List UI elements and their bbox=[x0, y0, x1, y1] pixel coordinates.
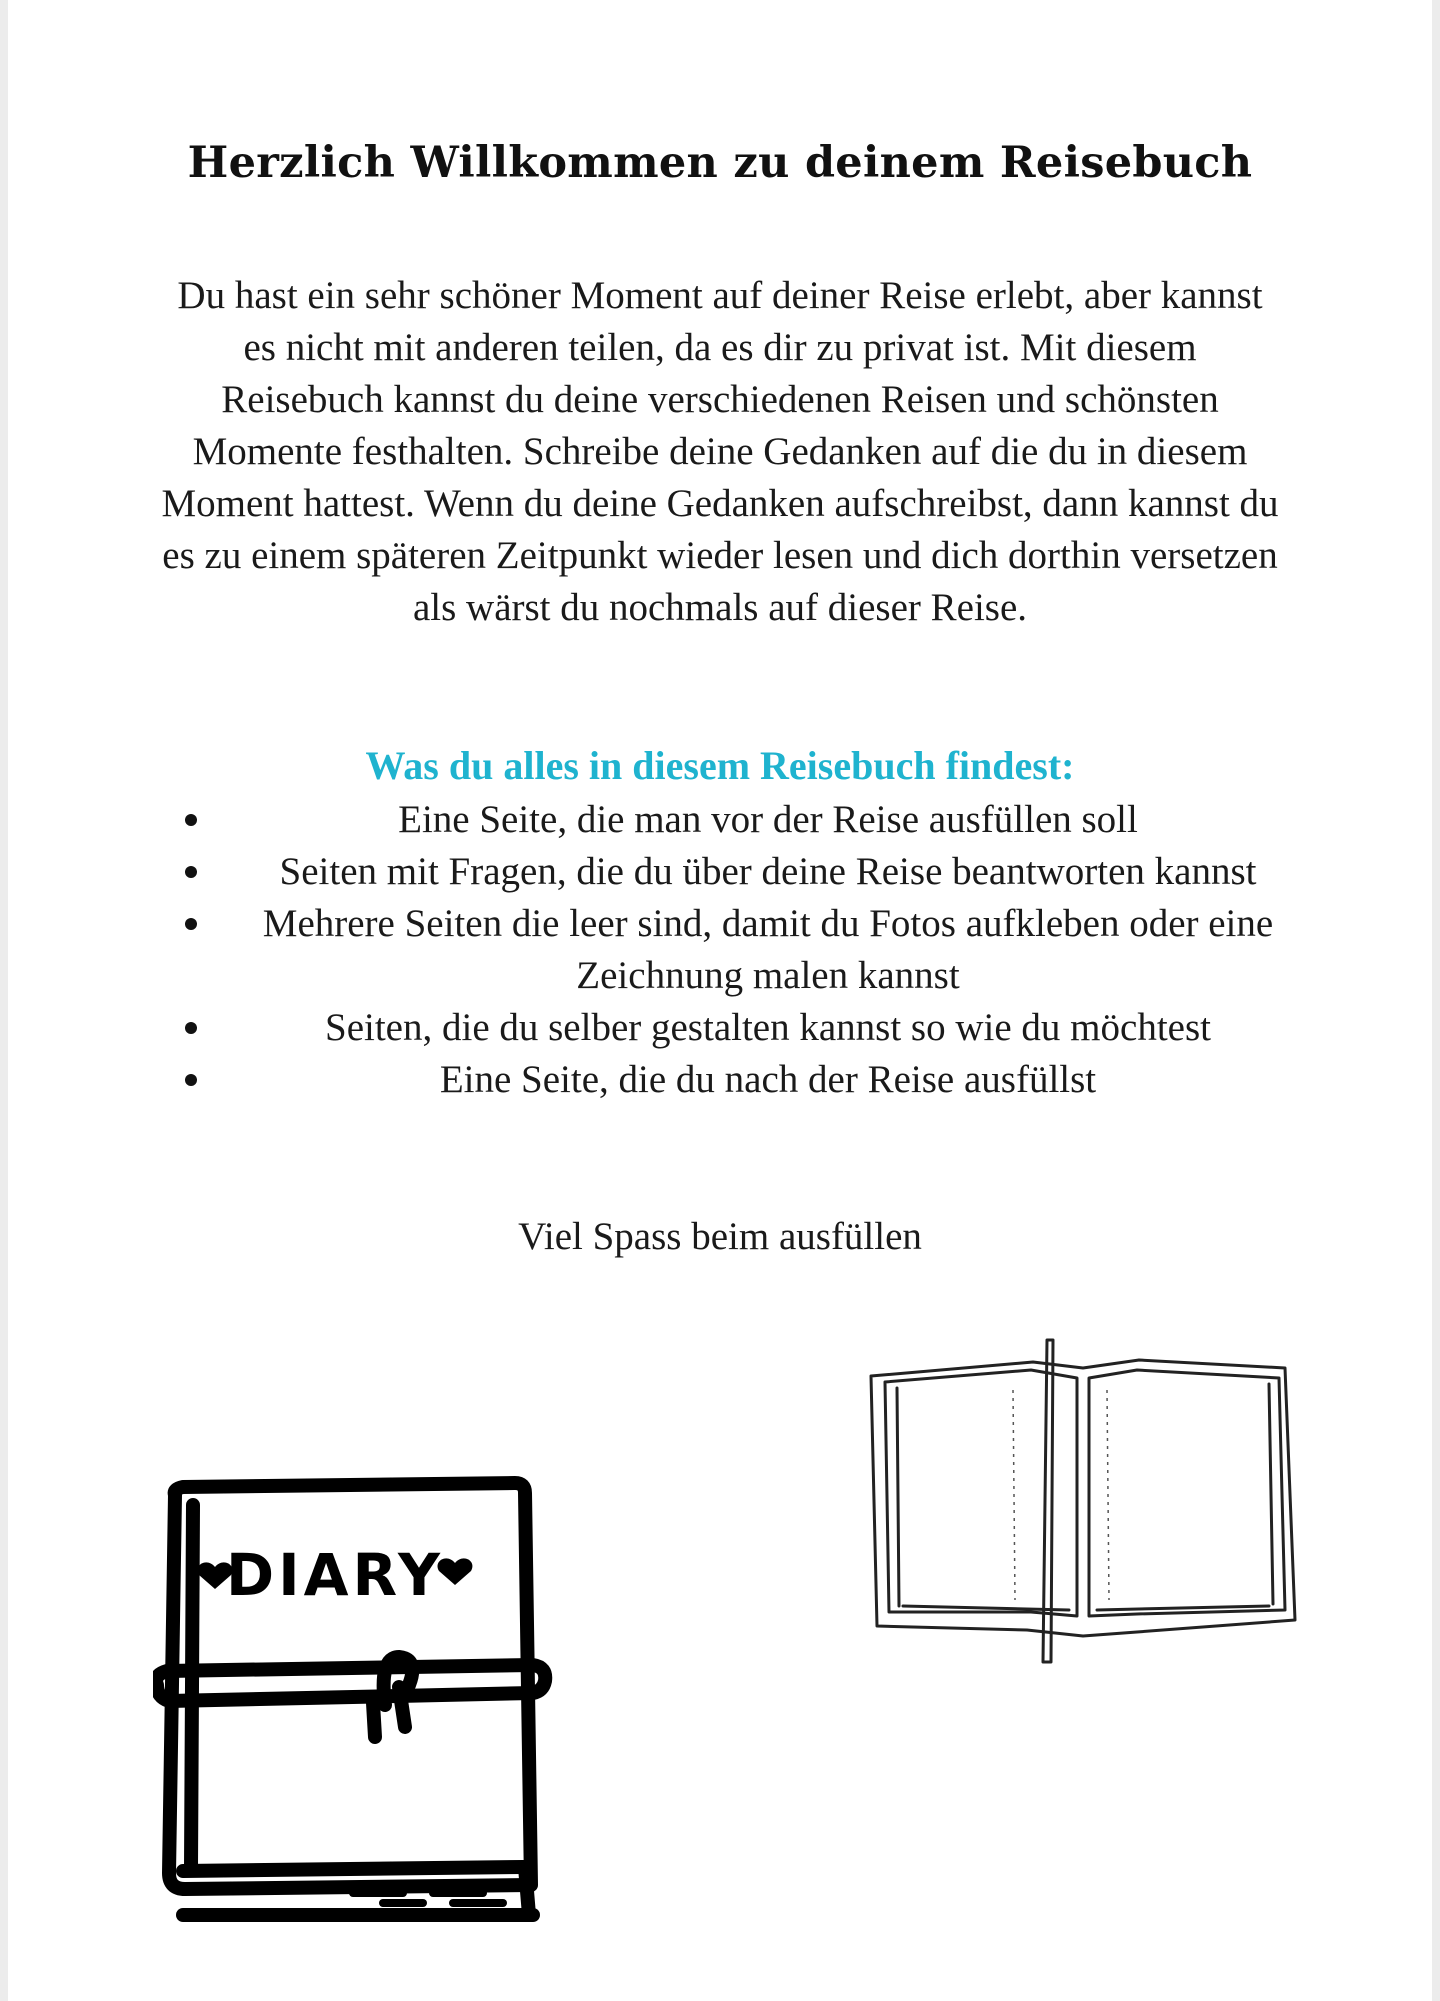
page bbox=[8, 0, 1432, 2001]
feature-list bbox=[173, 794, 1303, 1106]
feature-item bbox=[173, 898, 1303, 1002]
feature-item bbox=[173, 846, 1303, 898]
feature-item bbox=[173, 794, 1303, 846]
feature-text: Seiten, die du selber gestalten kannst so wie du möchtest bbox=[325, 1006, 1211, 1049]
feature-text: Seiten mit Fragen, die du über deine Reise beantworten kannst bbox=[279, 850, 1257, 893]
feature-text: Eine Seite, die man vor der Reise ausfüllen soll bbox=[398, 798, 1138, 841]
bullet-icon bbox=[185, 1022, 197, 1034]
feature-item bbox=[173, 1054, 1303, 1106]
closing-text: Viel Spass beim ausfüllen bbox=[518, 1215, 922, 1258]
section-heading: Was du alles in diesem Reisebuch findest: bbox=[365, 743, 1075, 788]
bullet-icon bbox=[185, 1074, 197, 1086]
intro-paragraph: Du hast ein sehr schöner Moment auf deiner Reise erlebt, aber kannst es nicht mit anderen teilen, da es dir zu privat ist. Mit diesem Reisebuch kannst du deine verschiedenen Reisen und schönsten Momente festhalten. Schreibe deine Gedanken auf die du in diesem Moment hattest. Wenn du deine Gedanken aufschreibst, dann kannst du es zu einem späteren Zeitpunkt wieder lesen und dich dorthin versetzen als wärst du nochmals auf dieser Reise. bbox=[161, 274, 1279, 629]
page-title: Herzlich Willkommen zu deinem Reisebuch bbox=[187, 138, 1253, 188]
bullet-icon bbox=[185, 814, 197, 826]
feature-text: Mehrere Seiten die leer sind, damit du Fotos aufkleben oder eine Zeichnung malen kannst bbox=[262, 902, 1274, 997]
bullet-icon bbox=[185, 866, 197, 878]
diary-book-icon bbox=[153, 1475, 553, 1935]
feature-text: Eine Seite, die du nach der Reise ausfüllst bbox=[439, 1058, 1097, 1101]
diary-label: DIARY bbox=[225, 1541, 445, 1609]
bullet-icon bbox=[185, 918, 197, 930]
feature-item bbox=[173, 1002, 1303, 1054]
open-book-icon bbox=[863, 1330, 1303, 1680]
